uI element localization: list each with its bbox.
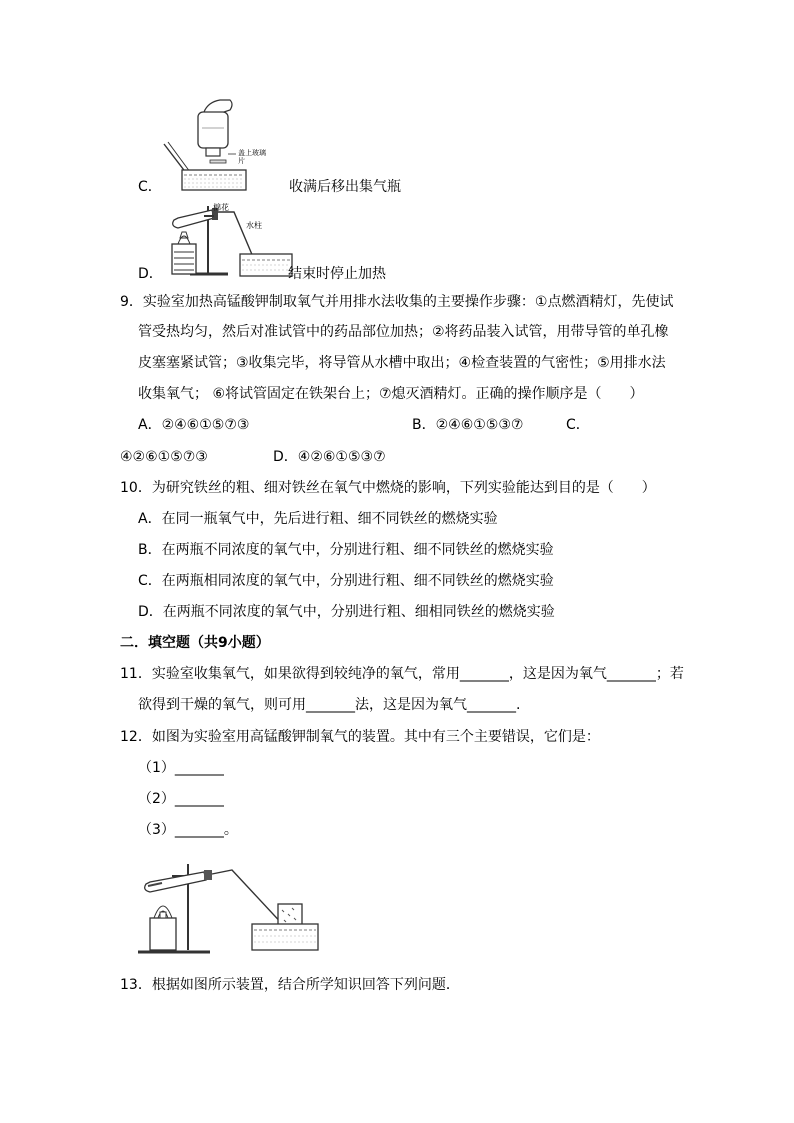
figure-kmno4-apparatus — [136, 858, 326, 958]
option-d-label-water-column: 水柱 — [246, 221, 262, 230]
q10-option-a[interactable]: A．在同一瓶氧气中，先后进行粗、细不同铁丝的燃烧实验 — [138, 511, 498, 527]
option-d-label-cotton: 棉花 — [213, 203, 229, 212]
option-d-caption: 结束时停止加热 — [288, 266, 386, 282]
q9-option-a[interactable]: A．②④⑥①⑤⑦③ — [138, 417, 250, 433]
option-c-figure-label: 盖上玻璃片 — [238, 149, 266, 165]
q11-line-2: 欲得到干燥的氧气，则可用_______法，这是因为氧气_______. — [138, 697, 521, 713]
q13-stem: 13．根据如图所示装置，结合所学知识回答下列问题． — [120, 977, 460, 993]
q11-line-1: 11．实验室收集氧气，如果欲得到较纯净的氧气，常用_______，这是因为氧气_______；若 — [120, 666, 684, 682]
q9-option-c-value[interactable]: ④②⑥①⑤⑦③ — [120, 449, 208, 465]
q12-stem: 12．如图为实验室用高锰酸钾制氧气的装置。其中有三个主要错误，它们是： — [120, 729, 600, 745]
q9-line-4: 收集氧气； ⑥将试管固定在铁架台上；⑦熄灭酒精灯。正确的操作顺序是（ ） — [138, 386, 644, 402]
section-2-heading: 二．填空题（共9小题） — [120, 635, 270, 651]
option-c-caption: 收满后移出集气瓶 — [289, 179, 401, 195]
q10-option-d[interactable]: D．在两瓶不同浓度的氧气中，分别进行粗、细相同铁丝的燃烧实验 — [138, 604, 555, 620]
q10-stem: 10．为研究铁丝的粗、细对铁丝在氧气中燃烧的影响，下列实验能达到目的是（ ） — [120, 480, 656, 496]
q12-blank-2[interactable]: （2）_______ — [138, 791, 224, 807]
q9-line-3: 皮塞塞紧试管；③收集完毕，将导管从水槽中取出；④检查装置的气密性；⑤用排水法 — [138, 355, 666, 371]
q9-option-c-letter[interactable]: C． — [566, 417, 590, 433]
q9-line-2: 管受热均匀，然后对准试管中的药品部位加热；②将药品装入试管，用带导管的单孔橡 — [138, 324, 669, 340]
q12-blank-1[interactable]: （1）_______ — [138, 760, 224, 776]
option-c-letter: C． — [138, 179, 162, 195]
option-d-letter: D． — [138, 266, 163, 282]
q9-line-1: 9．实验室加热高锰酸钾制取氧气并用排水法收集的主要操作步骤：①点燃酒精灯，先使试 — [120, 294, 674, 310]
q10-option-c[interactable]: C．在两瓶相同浓度的氧气中，分别进行粗、细不同铁丝的燃烧实验 — [138, 573, 554, 589]
q10-option-b[interactable]: B．在两瓶不同浓度的氧气中，分别进行粗、细不同铁丝的燃烧实验 — [138, 542, 554, 558]
q9-option-b[interactable]: B．②④⑥①⑤③⑦ — [412, 417, 524, 433]
q12-blank-3[interactable]: （3）_______。 — [138, 822, 238, 838]
q9-option-d[interactable]: D．④②⑥①⑤③⑦ — [273, 449, 386, 465]
figure-collect-bottle — [160, 98, 280, 194]
